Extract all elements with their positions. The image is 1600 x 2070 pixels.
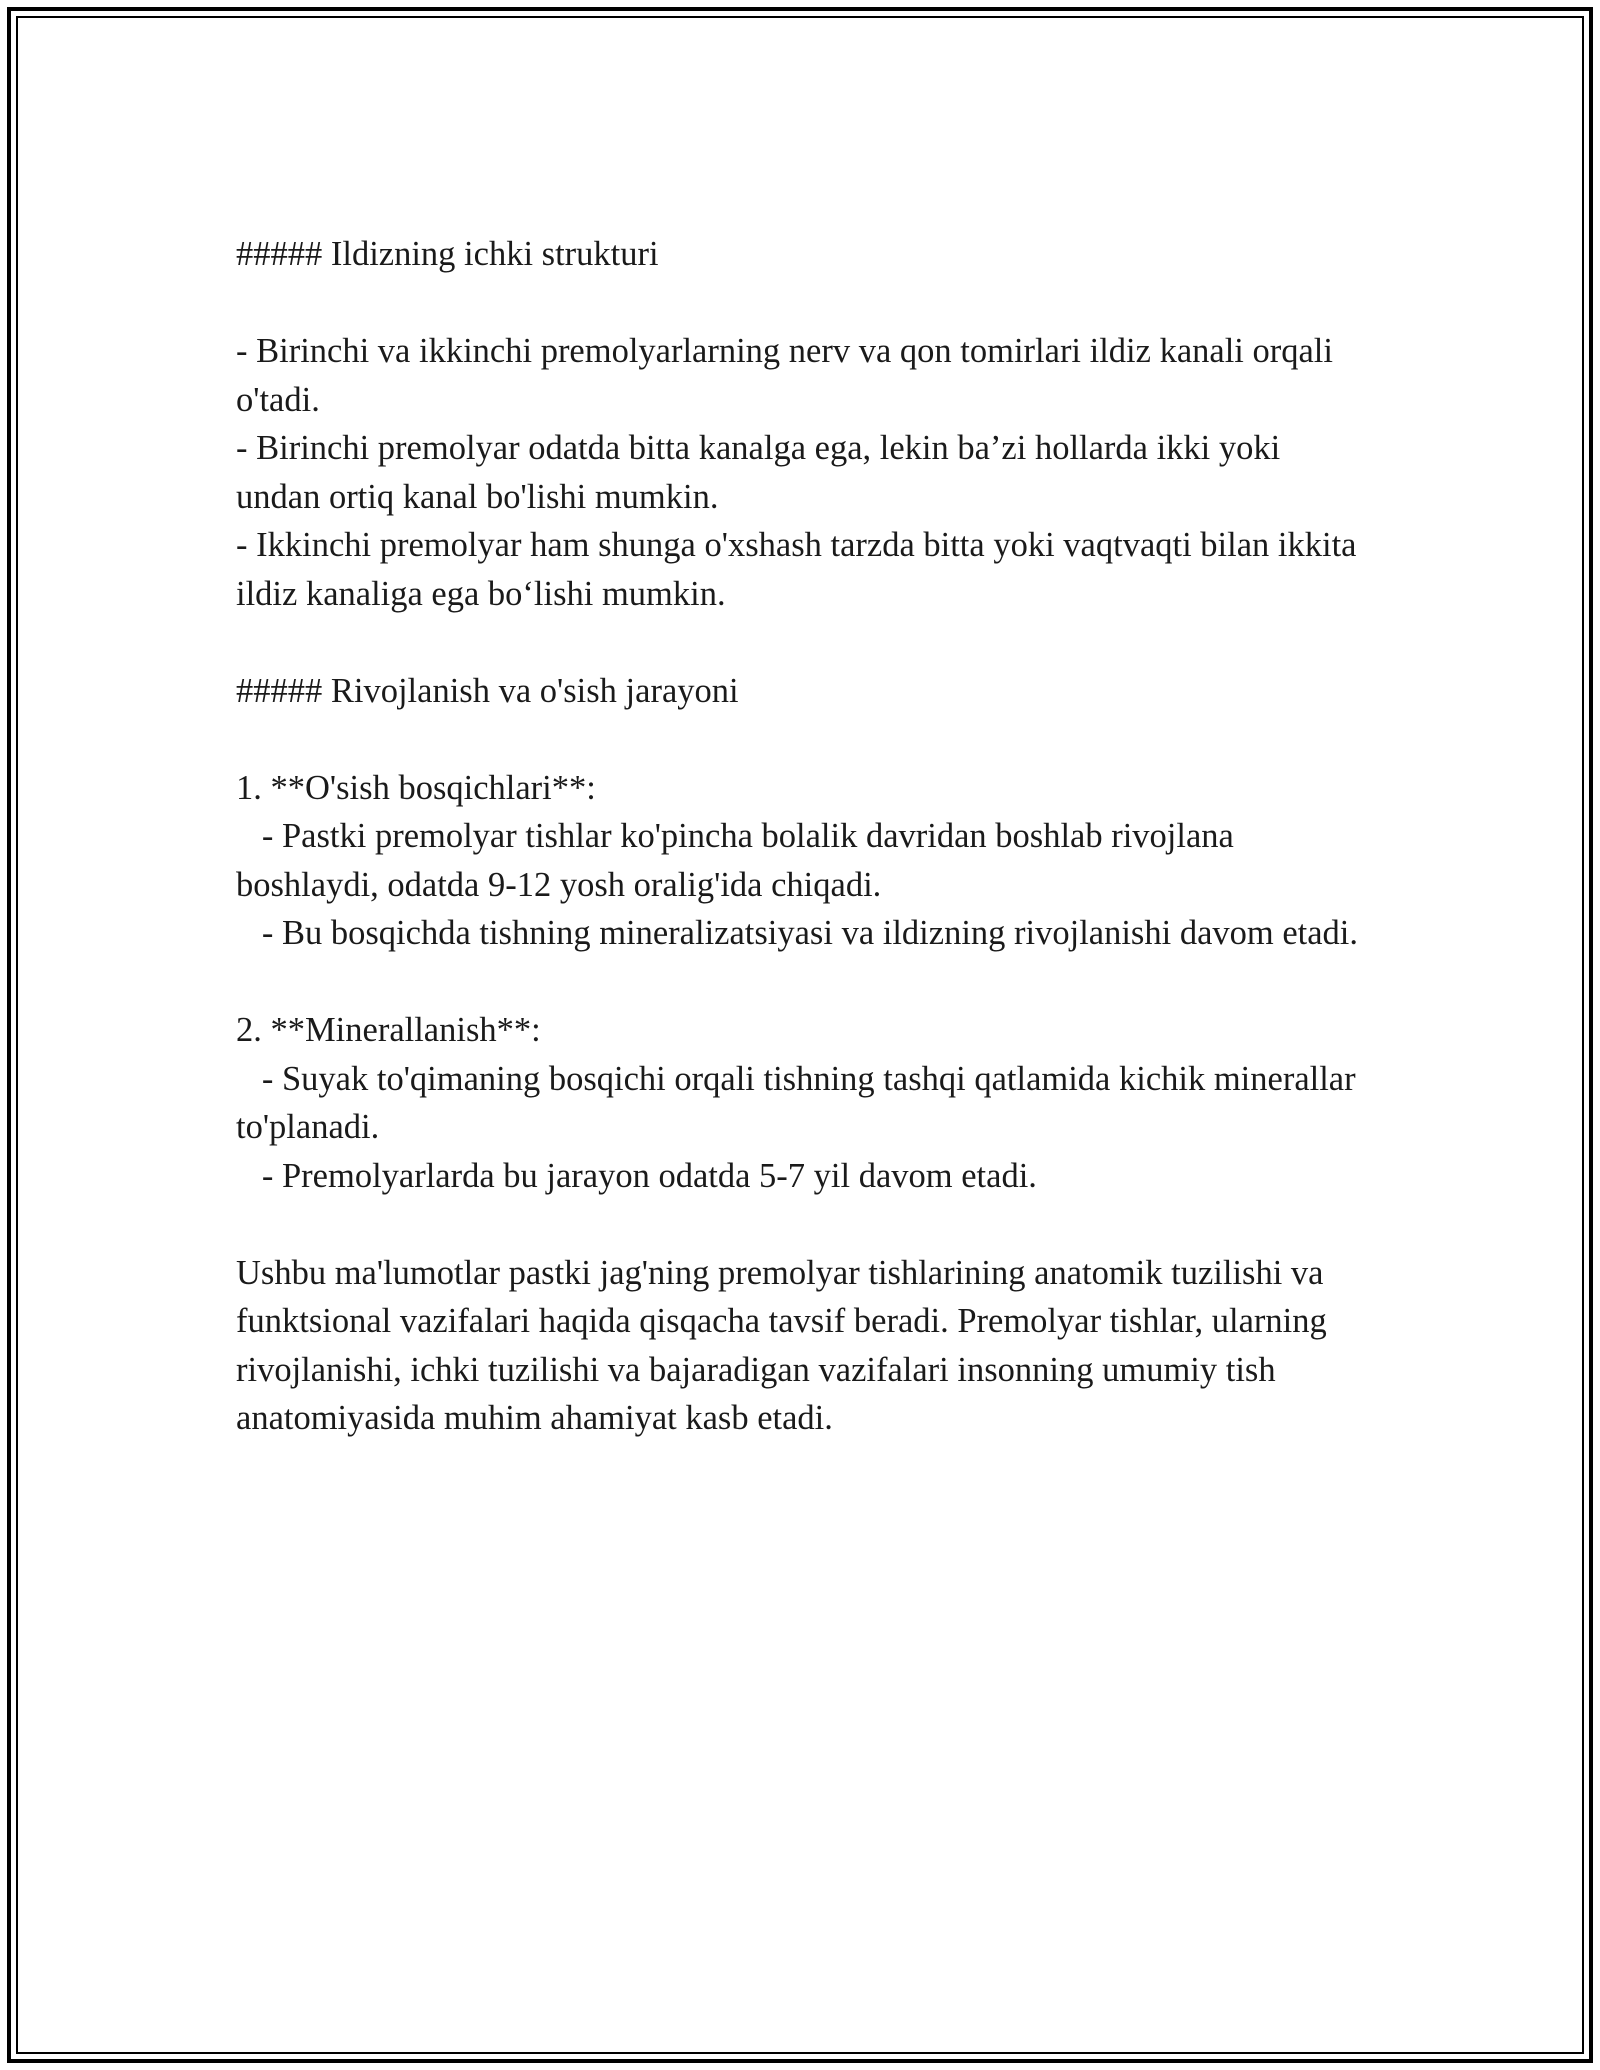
blank-line [236, 1200, 1366, 1249]
blank-line [236, 279, 1366, 328]
root-bullet-3: - Ikkinchi premolyar ham shunga o'xshash tarzda bitta yoki vaqtvaqti bilan ikkita ildiz kanaliga ega bo‘lishi mumkin. [236, 526, 1366, 613]
blank-line [236, 715, 1366, 764]
list-item-1-bullet-2: - Bu bosqichda tishning mineralizatsiyasi va ildizning rivojlanishi davom etadi. [236, 914, 1359, 952]
section-heading-root-structure: ##### Ildizning ichki strukturi [236, 235, 659, 273]
list-item-2-bullet-1: - Suyak to'qimaning bosqichi orqali tishning tashqi qatlamida kichik minerallar to'planadi. [236, 1059, 1365, 1146]
list-item-1-bullet-1: - Pastki premolyar tishlar ko'pincha bolalik davridan boshlab rivojlana boshlaydi, odatda 9-12 yosh oralig'ida chiqadi. [236, 817, 1243, 904]
document-body [236, 230, 1366, 1443]
root-bullet-2: - Birinchi premolyar odatda bitta kanalga ega, lekin ba’zi hollarda ikki yoki undan ortiq kanal bo'lishi mumkin. [236, 429, 1289, 516]
root-bullet-1: - Birinchi va ikkinchi premolyarlarning nerv va qon tomirlari ildiz kanali orqali o'tadi. [236, 332, 1342, 419]
blank-line [236, 618, 1366, 667]
list-item-2-title: 2. **Minerallanish**: [236, 1011, 541, 1049]
section-heading-development: ##### Rivojlanish va o'sish jarayoni [236, 671, 739, 710]
list-item-2-bullet-2: - Premolyarlarda bu jarayon odatda 5-7 yil davom etadi. [236, 1156, 1037, 1195]
conclusion-paragraph: Ushbu ma'lumotlar pastki jag'ning premolyar tishlarining anatomik tuzilishi va funktsional vazifalari haqida qisqacha tavsif beradi. Premolyar tishlar, ularning rivojlanishi, ichki tuzilishi va bajaradigan vazifalari insonning umumiy tish anatomiyasida muhim ahamiyat kasb etadi. [236, 1253, 1336, 1437]
blank-line [236, 958, 1366, 1007]
list-item-1-title: 1. **O'sish bosqichlari**: [236, 768, 596, 807]
